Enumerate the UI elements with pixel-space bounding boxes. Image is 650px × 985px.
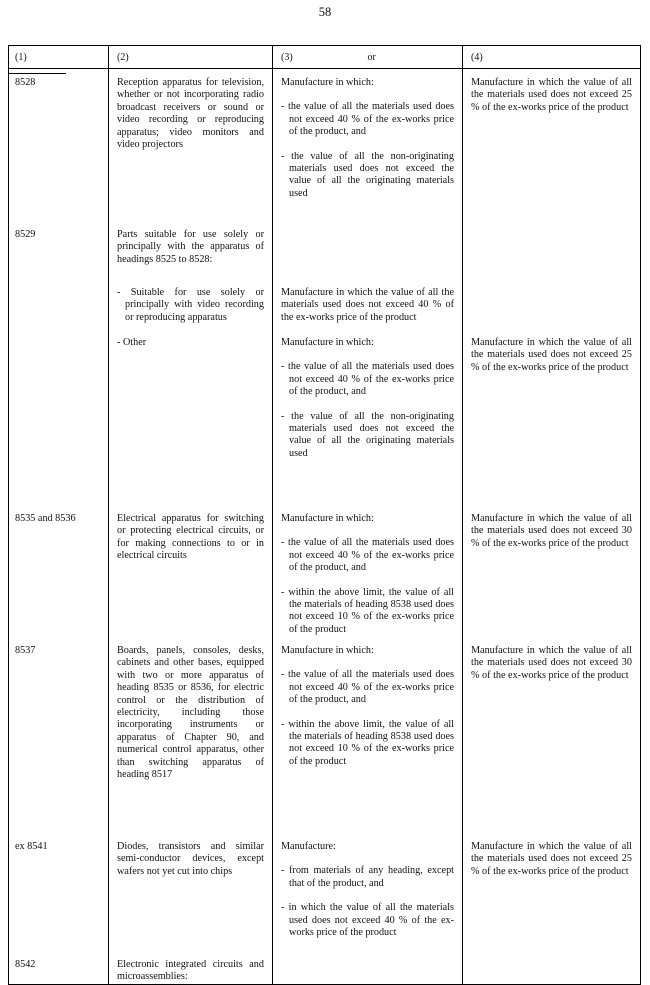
rule-col3 bbox=[272, 505, 462, 637]
rule-paragraph: Manufacture: bbox=[281, 841, 336, 852]
rule-col4 bbox=[462, 505, 640, 637]
heading-code-text: 8528 bbox=[15, 77, 36, 88]
goods-description-text: - Other bbox=[117, 337, 147, 348]
header-col2 bbox=[108, 46, 272, 68]
heading-code bbox=[9, 637, 108, 833]
rule-paragraph: - in which the value of all the materials used does not exceed 40 % of the ex-works price of the product bbox=[281, 902, 454, 939]
header-col2-label: (2) bbox=[117, 52, 129, 63]
rule-col3 bbox=[272, 637, 462, 833]
rule-col4 bbox=[462, 833, 640, 951]
rule-paragraph: - within the above limit, the value of all the materials of heading 8538 used does not exceed 10 % of the ex-works price of the product bbox=[281, 586, 454, 635]
rule-col3 bbox=[272, 833, 462, 951]
header-col4 bbox=[462, 46, 640, 68]
goods-description-text: Electronic integrated circuits and microassemblies: bbox=[117, 959, 264, 983]
rule-paragraph: Manufacture in which the value of all the materials used does not exceed 25 % of the ex-works price of the product bbox=[471, 841, 632, 877]
rule-paragraph: Manufacture in which the value of all the materials used does not exceed 30 % of the ex-works price of the product bbox=[471, 513, 632, 549]
rule-col3 bbox=[272, 951, 462, 984]
goods-description bbox=[108, 329, 272, 505]
scan-artifact-line bbox=[9, 73, 66, 74]
header-col1-label: (1) bbox=[15, 52, 27, 63]
heading-code-text: ex 8541 bbox=[15, 841, 48, 852]
rule-paragraph: - the value of all the materials used does not exceed 40 % of the ex-works price of the product, and bbox=[281, 361, 454, 398]
heading-code bbox=[9, 505, 108, 637]
goods-description-text: Parts suitable for use solely or principally with the apparatus of headings 8525 to 8528: bbox=[117, 229, 264, 265]
rule-paragraph: - the value of all the materials used does not exceed 40 % of the ex-works price of the product, and bbox=[281, 669, 454, 706]
table-header-row bbox=[9, 46, 640, 69]
rule-paragraph: Manufacture in which the value of all the materials used does not exceed 30 % of the ex-works price of the product bbox=[471, 645, 632, 681]
table-row bbox=[9, 951, 640, 984]
rule-paragraph: - the value of all the non-originating materials used does not exceed the value of all the originating materials used bbox=[281, 150, 454, 199]
heading-code-text: 8529 bbox=[15, 229, 36, 240]
goods-description bbox=[108, 951, 272, 984]
rule-paragraph: Manufacture in which: bbox=[281, 77, 374, 88]
goods-description bbox=[108, 833, 272, 951]
rule-paragraph: - within the above limit, the value of all the materials of heading 8538 used does not exceed 10 % of the ex-works price of the product bbox=[281, 718, 454, 767]
rule-paragraph: - the value of all the materials used does not exceed 40 % of the ex-works price of the product, and bbox=[281, 537, 454, 574]
table-row bbox=[9, 279, 640, 329]
goods-description-text: Boards, panels, consoles, desks, cabinets and other bases, equipped with two or more apparatus of heading 8535 or 8536, for electric control or the distribution of electricity, including those incorporating instruments or apparatus of Chapter 90, and numerical control apparatus, other than switching apparatus of heading 8517 bbox=[117, 645, 264, 781]
rule-col4 bbox=[462, 329, 640, 505]
heading-code-text: 8537 bbox=[15, 645, 36, 656]
page-number: 58 bbox=[318, 5, 332, 19]
heading-code bbox=[9, 221, 108, 279]
goods-description bbox=[108, 69, 272, 221]
goods-description-text: Reception apparatus for television, whether or not incorporating radio broadcast receivers or sound or video recording or reproducing apparatus; video monitors and video projectors bbox=[117, 77, 264, 151]
rule-paragraph: Manufacture in which the value of all the materials used does not exceed 40 % of the ex-works price of the product bbox=[281, 287, 454, 323]
heading-code-text: 8535 and 8536 bbox=[15, 513, 76, 524]
heading-code bbox=[9, 279, 108, 329]
header-col1 bbox=[9, 46, 108, 68]
rule-paragraph: - the value of all the materials used does not exceed 40 % of the ex-works price of the product, and bbox=[281, 101, 454, 138]
table-row bbox=[9, 833, 640, 951]
heading-code bbox=[9, 69, 108, 221]
rule-paragraph: - from materials of any heading, except that of the product, and bbox=[281, 865, 454, 889]
heading-code bbox=[9, 833, 108, 951]
header-col3 bbox=[272, 46, 462, 68]
table-row bbox=[9, 221, 640, 279]
origin-rules-table bbox=[8, 45, 641, 985]
rule-col4 bbox=[462, 637, 640, 833]
table-row bbox=[9, 69, 640, 221]
goods-description-text: Diodes, transistors and similar semi-conductor devices, except wafers not yet cut into chips bbox=[117, 841, 264, 877]
heading-code bbox=[9, 329, 108, 505]
rule-col4 bbox=[462, 279, 640, 329]
rule-paragraph: Manufacture in which the value of all the materials used does not exceed 25 % of the ex-works price of the product bbox=[471, 337, 632, 373]
rule-col3 bbox=[272, 329, 462, 505]
rule-paragraph: - the value of all the non-originating materials used does not exceed the value of all the originating materials used bbox=[281, 410, 454, 459]
goods-description-text: - Suitable for use solely or principally with video recording or reproducing apparatus bbox=[117, 287, 264, 323]
rule-col4 bbox=[462, 69, 640, 221]
goods-description-text: Electrical apparatus for switching or protecting electrical circuits, or for making connections to or in electrical circuits bbox=[117, 513, 264, 562]
rule-paragraph: Manufacture in which: bbox=[281, 337, 374, 348]
table-row bbox=[9, 505, 640, 637]
goods-description bbox=[108, 279, 272, 329]
goods-description bbox=[108, 505, 272, 637]
rule-col3 bbox=[272, 69, 462, 221]
rule-col3 bbox=[272, 221, 462, 279]
rule-paragraph: Manufacture in which the value of all the materials used does not exceed 25 % of the ex-works price of the product bbox=[471, 77, 632, 113]
rule-paragraph: Manufacture in which: bbox=[281, 645, 374, 656]
header-col3-label: (3) bbox=[281, 52, 293, 63]
rule-paragraph: Manufacture in which: bbox=[281, 513, 374, 524]
goods-description bbox=[108, 637, 272, 833]
header-or-label: or bbox=[367, 52, 376, 63]
heading-code-text: 8542 bbox=[15, 959, 36, 970]
header-col4-label: (4) bbox=[471, 52, 483, 63]
heading-code bbox=[9, 951, 108, 984]
goods-description bbox=[108, 221, 272, 279]
rule-col4 bbox=[462, 221, 640, 279]
rule-col4 bbox=[462, 951, 640, 984]
table-row bbox=[9, 329, 640, 505]
table-row bbox=[9, 637, 640, 833]
rule-col3 bbox=[272, 279, 462, 329]
